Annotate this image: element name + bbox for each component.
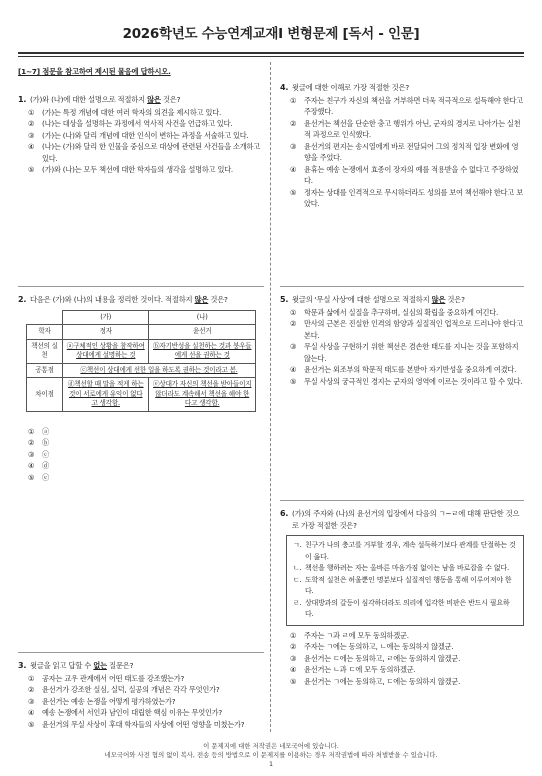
table-cell: ⓒ책선이 상대에게 선한 일을 하도록 권하는 것이라고 봄. (63, 363, 256, 378)
statement-item: ㄱ. 친구가 나의 충고를 거부할 경우, 계속 설득하기보다 관계를 단절하는 것이 옳다. (293, 541, 516, 561)
row-head-practice: 책선의 실천 (27, 339, 63, 363)
question-number: 1. (18, 95, 27, 104)
choice-item[interactable]: ⑤ 정자는 상대를 인격적으로 무시하더라도 성의를 보여 책선해야 한다고 보았다. (290, 187, 523, 208)
column-divider (270, 62, 271, 732)
choice-item[interactable]: ④ 윤휴는 예송 논쟁에서 효종이 장자의 예를 적용받을 수 없다고 주장하였다. (290, 164, 519, 185)
comparison-table (26, 310, 256, 412)
left-section-rule-2 (18, 652, 264, 653)
choice-item[interactable]: ⑤ 무실 사상의 궁극적인 경지는 군자의 영역에 이르는 것이라고 할 수 있다. (290, 376, 523, 386)
question-number: 6. (280, 509, 289, 518)
statement-item: ㄴ. 책선을 행하려는 자는 올바른 마음가짐 없이는 남을 바로잡을 수 없다. (293, 564, 509, 572)
question-6-stem: 6. (가)의 주자와 (나)의 윤선거의 입장에서 다음의 ㄱ~ㄹ에 대해 판단한 것으로 가장 적절한 것은? (280, 509, 520, 530)
table-cell: 정자 (63, 325, 149, 340)
question-6 (280, 508, 524, 687)
choice-item[interactable]: ① 공자는 교우 관계에서 어떤 태도를 강조했는가? (28, 673, 185, 683)
choice-item[interactable]: ③ 윤선거는 예송 논쟁을 어떻게 평가하였는가? (28, 696, 176, 706)
right-section-rule-1 (280, 286, 524, 287)
statement-box (286, 535, 524, 626)
choice-item[interactable]: ③ 무실 사상을 구현하기 위한 책선은 겸손한 태도를 지니는 것을 포함하지 않는다. (290, 342, 519, 363)
question-number: 4. (280, 83, 289, 92)
choice-item[interactable]: ⑤ 윤선거의 무실 사상이 후대 학자들의 사상에 어떤 영향을 미쳤는가? (28, 719, 245, 729)
choice-item[interactable]: ① ⓐ (28, 426, 49, 436)
row-head-difference: 차이점 (27, 378, 63, 412)
choice-item[interactable]: ④ (나)는 (가)와 달리 한 인물을 중심으로 대상에 관련된 사건들을 소개하고 있다. (28, 142, 260, 163)
question-2-stem: 2. 다음은 (가)와 (나)의 내용을 정리한 것이다. 적절하지 않은 것은? (18, 295, 228, 304)
choice-item[interactable]: ③ (가)는 (나)와 달리 개념에 대한 인식이 변하는 과정을 서술하고 있다. (28, 130, 249, 140)
question-1-stem: 1. (가)와 (나)에 대한 설명으로 적절하지 않은 것은? (18, 95, 181, 104)
choice-item[interactable]: ③ 윤선거는 ㄷ에는 동의하고, ㄹ에는 동의하지 않겠군. (290, 653, 461, 663)
choice-item[interactable]: ① (가)는 특정 개념에 대한 여러 학자의 의견을 제시하고 있다. (28, 107, 222, 117)
choice-item[interactable]: ① 주자는 ㄱ과 ㄹ에 모두 동의하겠군. (290, 630, 409, 640)
table-header-ga: (가) (63, 310, 149, 325)
choice-item[interactable]: ⑤ ⓔ (28, 472, 49, 482)
choice-item[interactable]: ② 만사의 근본은 진실한 인격의 함양과 실질적인 업적으로 드러나야 한다고 본다. (290, 319, 523, 340)
question-number: 5. (280, 295, 289, 304)
question-5-stem: 5. 윗글의 '무실 사상'에 대한 설명으로 적절하지 않은 것은? (280, 295, 465, 304)
table-cell: ⓔ상대가 자신의 책선을 받아들이지 않더라도 계속해서 책선을 해야 한다고 생각함. (149, 378, 256, 412)
table-cell: ⓓ책선할 때 말을 적게 하는 것이 서로에게 유익이 없다고 생각함. (63, 378, 149, 412)
choice-item[interactable]: ⑤ 윤선거는 ㄱ에는 동의하고, ㄷ에는 동의하지 않겠군. (290, 676, 461, 686)
choice-item[interactable]: ② 윤선거는 책선을 단순한 충고 행위가 아닌, 군자의 경지로 나아가는 실천적 과정으로 인식했다. (290, 118, 521, 139)
copyright-line-2: 네모국어와 사전 협의 없이 복사, 전송 등의 방법으로 이 문제지를 이용하는 경우 저작권법에 따라 처벌받을 수 있습니다. (104, 751, 438, 759)
header-rule-thin (18, 56, 524, 57)
left-section-rule-1 (18, 286, 264, 287)
question-5 (280, 294, 524, 387)
choice-item[interactable]: ① 학문과 삶에서 실질을 추구하며, 실심의 확립을 중요하게 여긴다. (290, 307, 499, 317)
choice-item[interactable]: ② ⓑ (28, 438, 49, 447)
choice-item[interactable]: ② (나)는 대상을 설명하는 과정에서 역사적 사건을 언급하고 있다. (28, 119, 233, 128)
choice-item[interactable]: ④ ⓓ (28, 461, 49, 470)
table-cell: ⓑ자기반성을 실천하는 것과 붕우들에게 선을 권하는 것 (149, 339, 256, 363)
question-4 (280, 82, 524, 210)
choice-item[interactable]: ④ 윤선거는 외조부의 학문적 태도를 본받아 자기반성을 중요하게 여겼다. (290, 365, 517, 374)
page-title: 2026학년도 수능연계교재Ⅰ 변형문제 [독서 - 인문] (122, 26, 420, 42)
choice-item[interactable]: ③ ⓒ (28, 449, 49, 459)
question-3-stem: 3. 윗글을 읽고 답할 수 없는 질문은? (18, 661, 134, 670)
page-number: 1 (268, 760, 274, 768)
table-header-na: (나) (149, 310, 256, 325)
question-2 (18, 294, 264, 483)
header-rule-thick (18, 52, 524, 54)
choice-item[interactable]: ③ 윤선거의 편지는 송시열에게 바로 전달되어 그의 정치적 입장 변화에 영향을 주었다. (290, 141, 519, 162)
right-section-rule-2 (280, 500, 524, 501)
row-head-common: 공통점 (27, 363, 63, 378)
statement-item: ㄷ. 도학적 실천은 허울뿐인 명분보다 실질적인 행동을 통해 이루어져야 한다. (293, 575, 512, 595)
choice-item[interactable]: ④ 예송 논쟁에서 서인과 남인이 대립한 핵심 이유는 무엇인가? (28, 708, 223, 717)
table-cell: 윤선거 (149, 325, 256, 340)
table-cell: ⓐ구체적인 상황을 참작하여 상대에게 설명하는 것 (63, 339, 149, 363)
instruction: [1~7] 점문을 참고하여 제시된 물음에 답하시오. (18, 67, 171, 76)
copyright-line-1: 이 문제지에 대한 저작권은 네모국어에 있습니다. (203, 742, 339, 750)
statement-item: ㄹ. 상대방과의 갈등이 심각하더라도 의리에 입각한 비판은 반드시 필요하다. (293, 598, 510, 618)
question-3 (18, 660, 264, 730)
copyright-notice (0, 742, 542, 769)
choice-item[interactable]: ⑤ (가)와 (나)는 모두 책선에 대한 학자들의 생각을 설명하고 있다. (28, 165, 234, 174)
question-number: 3. (18, 661, 27, 670)
choice-item[interactable]: ① 주자는 친구가 자신의 책선을 거부하면 더욱 적극적으로 설득해야 한다고 주장했다. (290, 95, 523, 116)
question-number: 2. (18, 295, 27, 304)
question-4-stem: 4. 윗글에 대한 이해로 가장 적절한 것은? (280, 83, 410, 92)
choice-item[interactable]: ② 주자는 ㄱ에는 동의하고, ㄴ에는 동의하지 않겠군. (290, 642, 454, 651)
choice-item[interactable]: ④ 윤선거는 ㄴ과 ㄷ에 모두 동의하겠군. (290, 665, 416, 674)
row-head-scholar: 학자 (27, 325, 63, 340)
choice-item[interactable]: ② 윤선거가 강조한 실심, 실덕, 실공의 개념은 각각 무엇인가? (28, 685, 220, 694)
question-1 (18, 94, 264, 176)
